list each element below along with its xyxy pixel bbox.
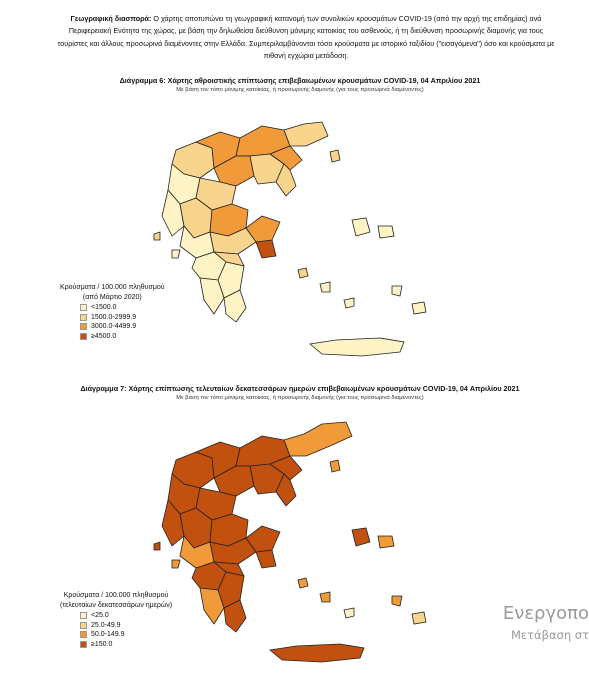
legend-label: ≥4500.0 (91, 332, 117, 340)
activation-watermark-title: Ενεργοπο (502, 603, 589, 624)
map-region (256, 550, 276, 568)
legend-title: Κρούσματα / 100.000 πληθυσμού (63, 592, 169, 599)
figure-6-subtitle: Με βάση τον τόπο μόνιμης κατοικίας, ή προσωρινής διαμονής (για τους προσωρινά διαμένοντες) (176, 87, 424, 93)
activation-watermark-subtitle: Μετάβαση στ (510, 628, 589, 642)
legend-swatch (80, 641, 87, 648)
legend-item (80, 640, 172, 650)
legend-item (80, 621, 172, 631)
figure-7-subtitle: Με βάση τον τόπο μόνιμης κατοικίας, ή προσωρινής διαμονής (για τους προσωρινά διαμένοντες) (176, 395, 424, 401)
intro-label: Γεωγραφική διασπορά: (70, 14, 152, 23)
legend-label: 50.0-149.9 (91, 631, 125, 639)
legend-subtitle: (από Μάρτιο 2020) (82, 294, 142, 301)
legend-label: 25.0-49.9 (91, 621, 121, 629)
legend-label: 3000.0-4499.9 (91, 323, 137, 331)
legend-label: 1500.0-2999.9 (91, 313, 137, 321)
legend-swatch (80, 612, 87, 619)
legend-item (80, 630, 172, 640)
legend-label: ≥150.0 (91, 640, 113, 648)
map-region (284, 422, 352, 456)
legend-item (80, 611, 172, 621)
figure-6-title: Διάγραμμα 6: Χάρτης αθροιστικής επίπτωσης επιβεβαιωμένων κρουσμάτων COVID-19, 04 Απριλίου 2021 (119, 76, 481, 85)
legend-subtitle: (τελευταίων δεκατεσσάρων ημερών) (60, 602, 173, 609)
figure-7-legend (60, 591, 172, 649)
intro-text: Ο χάρτης αποτυπώνει τη γεωγραφική κατανομή των συνολικών κρουσμάτων COVID-19 (από την αρχή της επιδημίας) ανά Περιφερειακή Ενότητα της χώρας, με βάση την δηλωθείσα διεύθυνση μόνιμης κατοικίας του ασθενούς, ή τη διεύθυνση προσωρινής διαμονής για τους τουρίστες και άλλους προσωρινά διαμένοντες στην Ελλάδα. Συμπεριλαμβάνονται τόσο κρούσματα με ιστορικό ταξιδίου ("εισαγόμενα") όσο και κρούσματα με πιθανή εγχώρια μετάδοση. (57, 14, 555, 61)
legend-title: Κρούσματα / 100.000 πληθυσμού (60, 284, 165, 291)
legend-label: <1500.0 (91, 304, 117, 312)
legend-swatch (80, 622, 87, 629)
legend-label: <25.0 (91, 612, 109, 620)
figure-7-title: Διάγραμμα 7: Χάρτης επίπτωσης τελευταίων δεκατεσσάρων ημερών επιβεβαιωμένων κρουσμάτων COVID-19, 04 Απριλίου 2021 (80, 384, 520, 393)
legend-swatch (80, 631, 87, 638)
